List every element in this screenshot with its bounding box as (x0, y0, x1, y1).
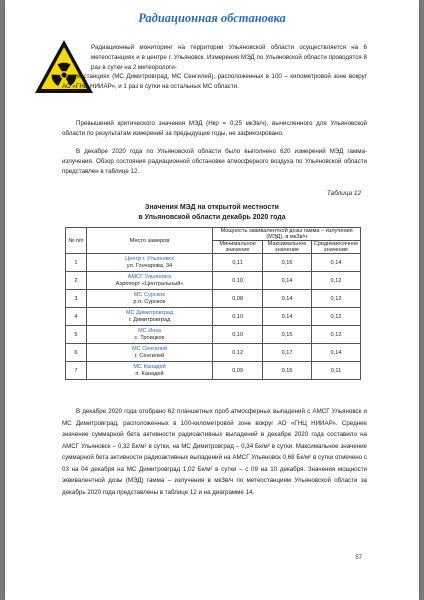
row-min: 0,09 (213, 362, 263, 380)
row-avg: 0,12 (312, 290, 361, 308)
threshold-paragraph: Превышений критического значения МЭД (Нкр = 0,25 мкЗв/ч), вычисленного для Ульяновской области по результатам измерений за предыдущие годы, не зафиксировано. (62, 120, 367, 137)
measurements-paragraph: В декабре 2020 года по Ульяновской области было выполнено 620 измерений МЭД гамма-излучения. Обзор состояния радиационной обстановки атмосферного воздуха по Ульяновской области представлен в таблице 12. (62, 148, 367, 175)
station-address: ул. Гончарова, 34 (126, 262, 173, 269)
table-row (66, 272, 361, 290)
row-min: 0,08 (213, 290, 263, 308)
station-address: р.п. Сурское (133, 298, 166, 305)
table-title-line-1: Значения МЭД на открытой местности (145, 204, 279, 211)
row-place (86, 272, 212, 290)
table-label: Таблица 12 (326, 190, 361, 197)
row-min: 0,12 (213, 344, 263, 362)
row-max: 0,14 (263, 290, 312, 308)
header-max: Максимальное значение (263, 241, 312, 254)
header-min: Минимальное значение (213, 241, 263, 254)
station-name: Центр г. Ульяновск (125, 255, 174, 262)
station-name: МС Инза (138, 327, 162, 334)
row-max: 0,14 (263, 308, 312, 326)
row-place (86, 326, 212, 344)
intro-paragraph-start: Радиационный мониторинг на территории Ульяновской области осуществляется на 6 метеостанциях и в центре г. Ульяновск. Измерения МЭД по Ульяновской области проводятся 8 раз в сутки на 2 метеорологи- (91, 44, 367, 71)
row-place (86, 290, 212, 308)
row-max: 0,14 (263, 272, 312, 290)
row-min: 0,10 (213, 308, 263, 326)
table-row (66, 308, 361, 326)
station-name: АМСГ Ульяновск (127, 273, 172, 280)
page-number: 57 (355, 555, 362, 561)
header-group: Мощность эквивалентной дозы гамма – излучения (МЭД), в мкЗв/ч (213, 228, 361, 241)
row-avg: 0,12 (312, 308, 361, 326)
station-name: МС Димитровград (125, 309, 174, 316)
station-address: с. Троицкое (134, 334, 165, 341)
row-avg: 0,14 (312, 344, 361, 362)
row-num: 6 (66, 344, 87, 362)
fallout-paragraph: В декабре 2020 года отобрано 62 планшетных проб атмосферных выпадений с АМСГ Ульяновск и МС Димитровград, расположенных в 100-километровой зоне вокруг АО «ГНЦ НИИАР». Среднее значение суммарной бета активности радиоактивных выпадений в декабре 2020 года составило на АМСГ Ульяновск – 0,32 Бк/м² в сутки, на МС Димитровград – 0,34 Бк/м² в сутки. Максимальное значение суммарной бета активности радиоактивных выпадений на АМСГ Ульяновск 0,68 Бк/м² в сутки отмечено с 03 на 04 декабря на МС Димитровград 1,02 Бк/м² в сутки – с 09 на 10 декабря. Значения мощности эквивалентной дозы (МЭД) гамма – излучения в мкЗв/ч по метеостанциям Ульяновской области за декабрь 2020 года представлены в таблице 12 и на диаграмме 14. (62, 408, 367, 496)
station-address: г. Сенгилей (134, 352, 165, 359)
row-max: 0,16 (263, 254, 312, 272)
row-place (86, 344, 212, 362)
row-num: 1 (66, 254, 87, 272)
table-title-line-2: в Ульяновской области декабрь 2020 года (138, 214, 286, 221)
row-num: 5 (66, 326, 87, 344)
page-title: Радиационная обстановка (138, 11, 286, 25)
document-page (5, 0, 419, 600)
row-place (86, 362, 212, 380)
station-address: г. Димитровград (128, 316, 171, 323)
intro-paragraph-rest: ческих станциях (МС Димитровград, МС Сенгилей), расположенных в 100 – километровой зоне вокруг АО «ГНЦ НИИАР», и 1 раз в сутки на остальных МС области. (62, 73, 367, 90)
row-num: 7 (66, 362, 87, 380)
row-place (86, 254, 212, 272)
station-name: МС Сенгилей (131, 345, 168, 352)
header-place: Место замеров (86, 228, 212, 254)
station-name: МС Сурское (133, 291, 166, 298)
row-num: 4 (66, 308, 87, 326)
row-avg: 0,14 (312, 254, 361, 272)
row-min: 0,10 (213, 272, 263, 290)
row-num: 3 (66, 290, 87, 308)
table-row (66, 326, 361, 344)
header-num: № п/п (66, 228, 87, 254)
row-max: 0,15 (263, 362, 312, 380)
row-max: 0,17 (263, 344, 312, 362)
table-row (66, 290, 361, 308)
row-min: 0,10 (213, 326, 263, 344)
table-row (66, 254, 361, 272)
row-avg: 0,11 (312, 362, 361, 380)
station-name: МС Канадей (133, 363, 166, 370)
table-row (66, 362, 361, 380)
row-avg: 0,12 (312, 272, 361, 290)
row-place (86, 308, 212, 326)
row-min: 0,11 (213, 254, 263, 272)
row-avg: 0,12 (312, 326, 361, 344)
row-max: 0,15 (263, 326, 312, 344)
med-table (65, 227, 361, 380)
station-address: Аэропорт «Центральный» (115, 280, 184, 287)
table-title (5, 203, 419, 223)
header-avg: Среднемесячное значение (312, 241, 361, 254)
table-row (66, 344, 361, 362)
station-address: п. Канадей (135, 370, 164, 377)
row-num: 2 (66, 272, 87, 290)
